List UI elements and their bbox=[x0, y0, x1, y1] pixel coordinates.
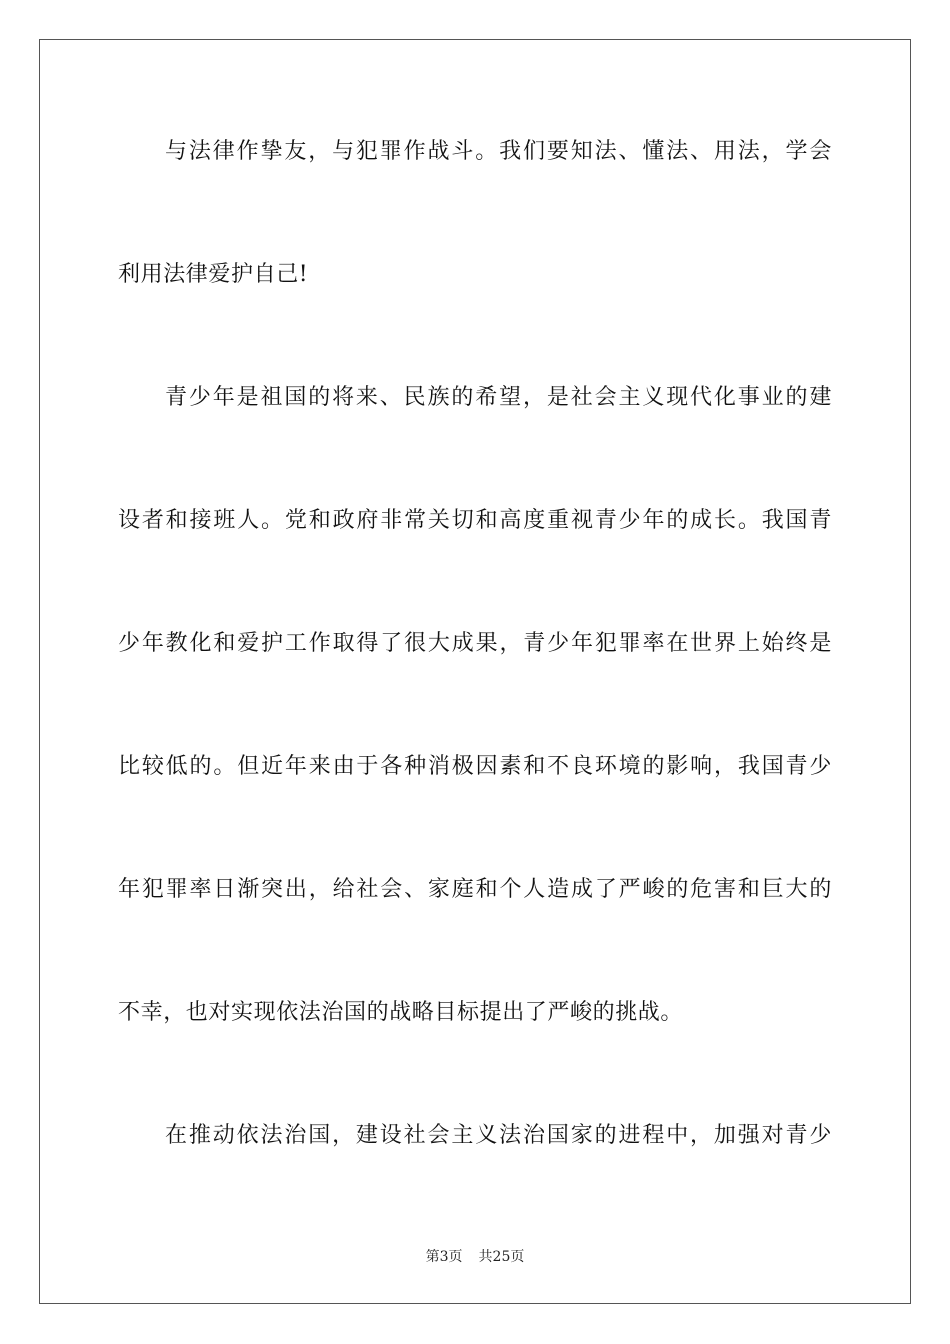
page-total: 共25页 bbox=[478, 1249, 525, 1265]
text-line: 设者和接班人。党和政府非常关切和高度重视青少年的成长。我国青 bbox=[118, 508, 832, 533]
text-line: 利用法律爱护自己! bbox=[118, 262, 309, 287]
text-line: 与法律作挚友，与犯罪作战斗。我们要知法、懂法、用法，学会 bbox=[165, 139, 832, 164]
page-number: 第3页 bbox=[425, 1249, 463, 1265]
text-line: 比较低的。但近年来由于各种消极因素和不良环境的影响，我国青少 bbox=[118, 754, 832, 779]
text-line: 少年教化和爱护工作取得了很大成果，青少年犯罪率在世界上始终是 bbox=[118, 631, 832, 656]
text-line: 不幸，也对实现依法治国的战略目标提出了严峻的挑战。 bbox=[118, 1000, 684, 1025]
text-line: 年犯罪率日渐突出，给社会、家庭和个人造成了严峻的危害和巨大的 bbox=[118, 877, 832, 902]
text-line: 青少年是祖国的将来、民族的希望，是社会主义现代化事业的建 bbox=[165, 385, 832, 410]
page-footer bbox=[0, 1248, 950, 1266]
page-border bbox=[39, 39, 911, 1304]
text-line: 在推动依法治国，建设社会主义法治国家的进程中，加强对青少 bbox=[165, 1123, 832, 1148]
